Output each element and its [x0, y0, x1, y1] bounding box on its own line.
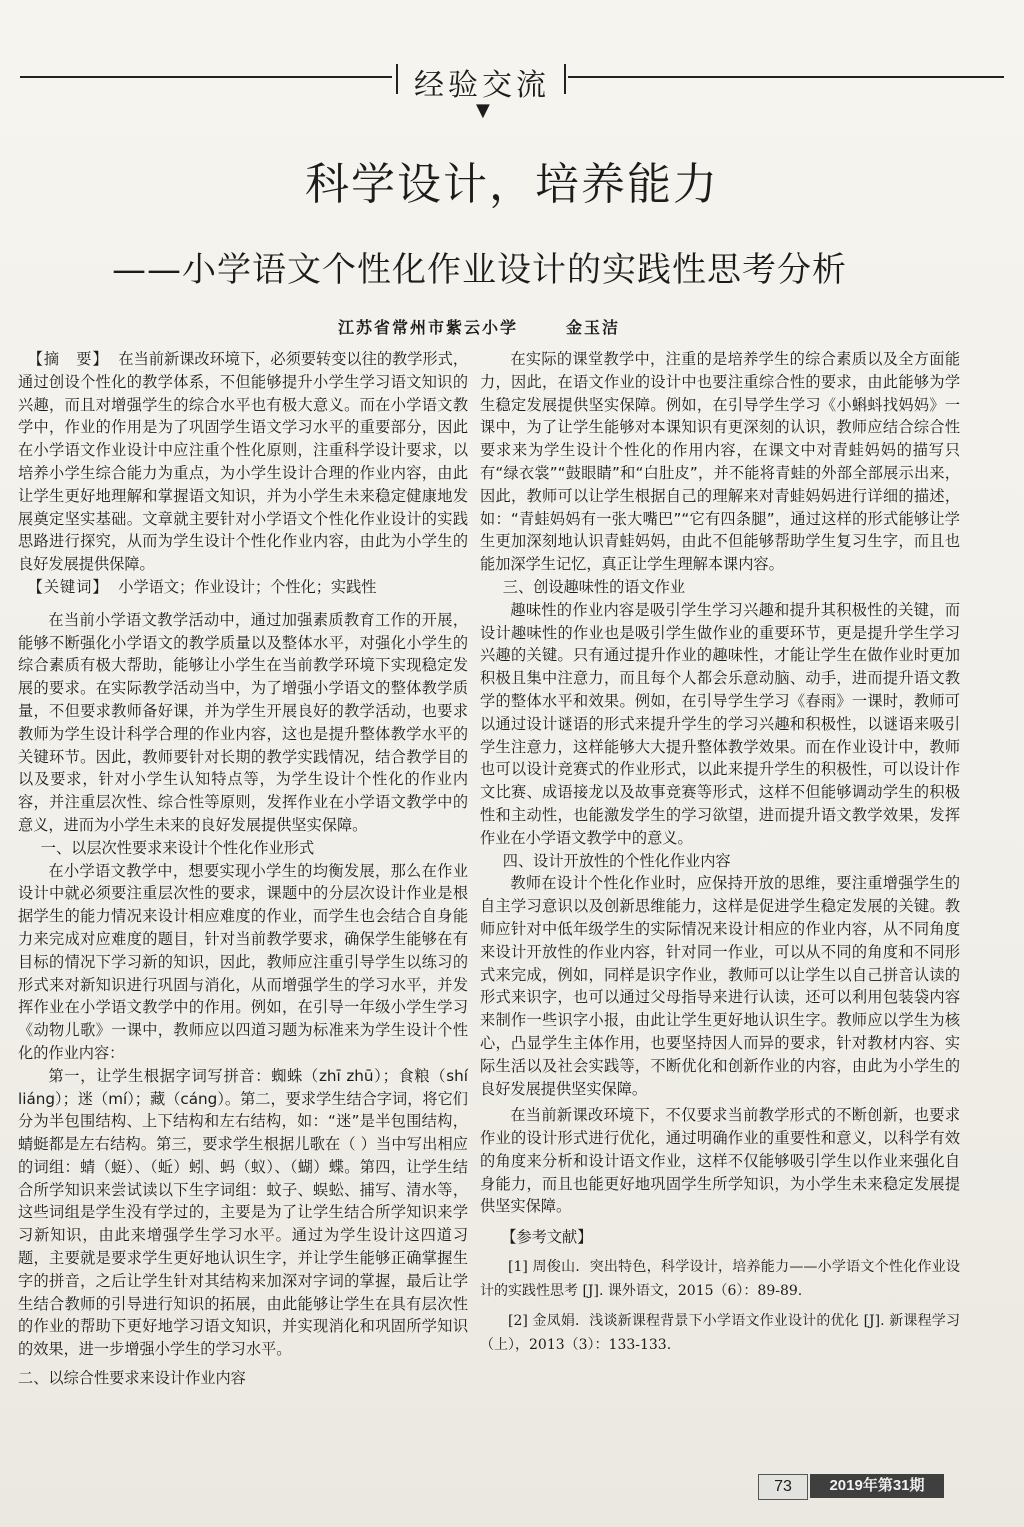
section-heading-4: 四、设计开放性的个性化作业内容 [502, 851, 731, 870]
section-header [20, 62, 1010, 122]
issue-label: 2019年第31期 [810, 1474, 944, 1498]
references-title: 【参考文献】 [501, 1228, 593, 1247]
paragraph-6: 在当前新课改环境下，不仅要求当前教学形式的不断创新，也要求作业的设计形式进行优化，通过明确作业的重要性和意义，以科学有效的角度来分析和设计语文作业，这样不仅能够吸引学生以作业来强化自身能力，而且也能更好地巩固学生所学知识，为小学生未来稳定发展提供坚实保障。 [480, 1106, 960, 1216]
author-line [338, 315, 758, 338]
abstract-text: 在当前新课改环境下，必须要转变以往的教学形式，通过创设个性化的教学体系，不但能够提升小学生学习语文知识的兴趣，而且对增强学生的综合水平也有极大意义。而在小学语文教学中，作业的作用是为了巩固学生语文学习水平的重要部分，因此在小学语文作业设计中应注重个性化原则，注重科学设计要求，以培养小学生综合能力为重点，为小学生设计合理的作业内容，由此让学生更好地理解和掌握语文知识，并为小学生未来稳定健康地发展奠定坚实基础。文章就主要针对小学语文个性化作业设计的实践思路进行探究，从而为学生设计个性化作业内容，由此为小学生的良好发展提供保障。 [18, 350, 469, 574]
paragraph-4: 趣味性的作业内容是吸引学生学习兴趣和提升其积极性的关键，而设计趣味性的作业也是吸引学生做作业的重要环节，更是提升学生学习兴趣的关键。只有通过提升作业的趣味性，才能让学生在做作业时更加积极且集中注意力，而且每个人都会乐意动脑、动手，进而提升语文教学的整体水平和效果。例如，在引导学生学习《春雨》一课时，教师可以通过设计谜语的形式来提升学生的学习兴趣和积极性，以谜语来吸引学生注意力，这样能够大大提升整体教学效果。而在作业设计中，教师也可以设计竞赛式的作业形式，以此来提升学生的积极性，可以设计作文比赛、成语接龙以及故事竞赛等形式，这样不但能够调动学生的积极性和主动性，也能激发学生的学习欲望，进而提升语文教学效果，发挥作业在小学语文教学中的意义。 [480, 600, 960, 847]
header-bar-left [396, 64, 398, 94]
intro-paragraph: 在当前小学语文教学活动中，通过加强素质教育工作的开展，能够不断强化小学语文的教学质量以及整体水平，对强化小学生的综合素质有极大帮助，能够让小学生在当前教学环境下实现稳定发展的要求。在实际教学活动当中，为了增强小学语文的整体教学质量，不但要求教师备好课，并为学生开展良好的教学活动，也要求教师为学生设计科学合理的作业内容，这也是提升整体教学水平的关键环节。因此，教师要针对长期的教学实践情况，结合教学目的以及要求，针对小学生认知特点等，为学生设计个性化的作业内容，并注重层次性、综合性等原则，发挥作业在小学语文教学中的意义，进而为小学生未来的良好发展提供坚实保障。 [18, 610, 468, 834]
paragraph-3: 在实际的课堂教学中，注重的是培养学生的综合素质以及全方面能力，因此，在语文作业的设计中也要注重综合性的要求，由此能够为学生稳定发展提供坚实保障。例如，在引导学生学习《小蝌蚪找妈妈》一课中，为了让学生能够对本课知识有更深刻的认识，教师应结合综合性要求来为学生设计个性化的作用内容，在课文中对青蛙妈妈的描写只有“绿衣裳”“鼓眼睛”和“白肚皮”，并不能将青蛙的外部全部展示出来，因此，教师可以让学生根据自己的理解来对青蛙妈妈进行详细的描述，如：“青蛙妈妈有一张大嘴巴”“它有四条腿”，通过这样的形式能够让学生更加深刻地认识青蛙妈妈，由此不但能够帮助学生复习生字，而且也能加深学生记忆，真正让学生理解本课内容。 [480, 350, 960, 574]
keywords [18, 576, 468, 599]
section-heading-3: 三、创设趣味性的语文作业 [502, 577, 686, 596]
section-heading-2: 二、以综合性要求来设计作业内容 [18, 1369, 246, 1388]
page-footer [758, 1474, 948, 1500]
page-number: 73 [758, 1474, 808, 1500]
reference-item: [2] 金凤娟．浅谈新课程背景下小学语文作业设计的优化 [J]. 新课程学习（上），2013（3）：133-133. [480, 1313, 960, 1354]
article-title: 科学设计，培养能力 [305, 159, 719, 210]
paragraph-5: 教师在设计个性化作业时，应保持开放的思维，要注重增强学生的自主学习意识以及创新思维能力，这样是促进学生稳定发展的关键。教师应针对中低年级学生的实际情况来设计相应的作业内容，从不同角度来设计开放性的作业内容，针对同一作业，可以从不同的角度和不同形式来完成，例如，同样是识字作业，教师可以让学生以自己拼音认读的形式来识字，也可以通过父母指导来进行认读，还可以利用包装袋内容来制作一些识字小报，由此让学生更好地认识生字。教师应以学生为核心，凸显学生主体作用，也要坚持因人而异的要求，针对教材内容、实际生活以及社会实践等，不断优化和创新作业的内容，由此为小学生的良好发展提供坚实保障。 [480, 874, 960, 1098]
section-label: 经验交流 [414, 68, 550, 103]
author-affiliation: 江苏省常州市紫云小学 [338, 318, 519, 337]
paragraph-2: 第一，让学生根据字词写拼音：蜘蛛（zhī zhū）；食粮（shí liáng）；迷（mí）；藏（cáng）。第二，要求学生结合字词，将它们分为半包围结构、上下结构和左右结构，如：“迷”是半包围结构，蜻蜓都是左右结构。第三，要求学生根据儿歌在（ ）当中写出相应的词组：蜻（蜓）、（蚯）蚓、蚂（蚁）、（蝴）蝶。第四，让学生结合所学知识来尝试读以下生字词组：蚊子、蜈蚣、捕写、清水等，这些词组是学生没有学过的，主要是为了让学生结合所学知识来学习新知识，由此来增强学生学习水平。通过为学生设计这四道习题，主要就是要求学生更好地认识生字，并让学生能够正确掌握生字的拼音，之后让学生针对其结构来加深对字词的掌握，最后让学生结合教师的引导进行知识的拓展，由此能够让学生在具有层次性的作业的帮助下更好地学习语文知识，并实现消化和巩固所学知识的效果，进一步增强小学生的学习水平。 [18, 1066, 468, 1359]
right-column [480, 348, 960, 1357]
left-column [18, 348, 468, 1390]
header-rule-left [20, 76, 392, 78]
keywords-tag: 【关键词】 [27, 577, 109, 596]
keywords-text: 小学语文；作业设计；个性化；实践性 [118, 577, 377, 596]
header-bar-right [564, 64, 566, 94]
abstract [18, 348, 468, 576]
header-rule-right [568, 76, 1004, 78]
author-name: 金玉洁 [566, 318, 621, 337]
article-subtitle: ——小学语文个性化作业设计的实践性思考分析 [112, 250, 847, 290]
paragraph-1: 在小学语文教学中，想要实现小学生的均衡发展，那么在作业设计中就必须要注重层次性的要求，课题中的分层次设计作业是根据学生的能力情况来设计相应难度的作业，而学生也会结合自身能力来完成对应难度的题目，针对当前教学要求，确保学生能够在有目标的情况下学习新的知识，因此，教师应注重引导学生以练习的形式来对新知识进行巩固与消化，从而增强学生的学习水平，并发挥作业在小学语文教学中的作用。例如，在引导一年级小学生学习《动物儿歌》一课中，教师应以四道习题为标准来为学生设计个性化的作业内容： [18, 861, 468, 1062]
down-triangle-icon: ▼ [476, 100, 490, 121]
section-heading-1: 一、以层次性要求来设计个性化作业形式 [40, 838, 315, 857]
reference-item: [1] 周俊山．突出特色，科学设计，培养能力——小学语文个性化作业设计的实践性思考 [J]. 课外语文，2015（6）：89-89. [480, 1259, 960, 1300]
abstract-tag: 【摘 要】 [27, 350, 109, 368]
